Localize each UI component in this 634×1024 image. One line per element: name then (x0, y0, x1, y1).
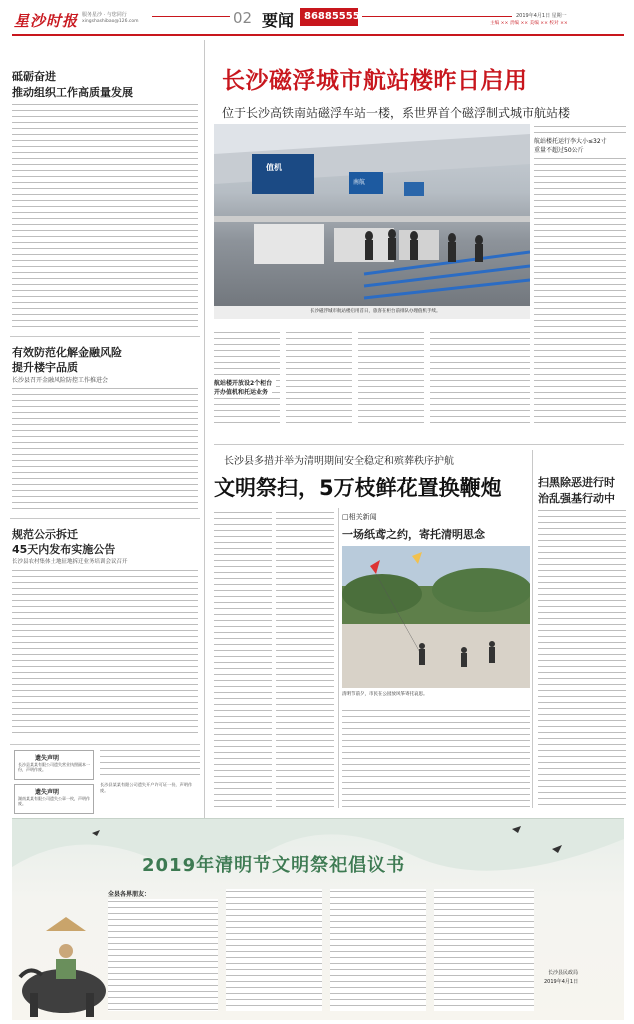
left-column (10, 42, 200, 772)
lead-side-heading-1: 航站楼托运行李大小≤32寸 (534, 138, 607, 145)
notice-box-2 (14, 784, 94, 814)
masthead-rule-left (152, 16, 230, 17)
qingming-kicker: 长沙县多措并举为清明期间安全稳定和殡葬秩序护航 (224, 456, 454, 467)
hotline-number: 86885555 (304, 11, 360, 22)
section-title: 要闻 (262, 11, 295, 30)
masthead-date: 2019年4月1日 星期一 (516, 13, 567, 19)
vertical-rule-left (204, 40, 205, 820)
qingming-body-col-1 (214, 510, 272, 808)
qingming-photo-caption: 清明节前夕，市民在公园放风筝寄托哀思。 (342, 692, 428, 697)
lead-headline: 长沙磁浮城市航站楼昨日启用 (222, 68, 528, 94)
mid-notice-box (100, 748, 200, 814)
masthead (0, 0, 634, 34)
slogan-line2: xingshashibao@126.com (82, 19, 139, 24)
left-divider-1 (10, 336, 200, 337)
lead-side-text (534, 124, 626, 424)
photo-screen-2: 南航 (353, 179, 366, 186)
qingming-inner-rule (338, 508, 339, 808)
qingming-body-col-2 (276, 510, 334, 808)
notice1-title: 遗失声明 (35, 755, 60, 762)
masthead-bottom-rule (12, 34, 624, 36)
related-title: 一场纸鸢之约，寄托清明思念 (342, 528, 485, 541)
banner-body-col-1 (108, 899, 218, 1011)
qingming-photo (342, 546, 530, 688)
terminal-illustration (214, 124, 530, 319)
mid-notice-text: 长沙县某某有限公司遗失开户许可证一份，声明作废。 (100, 782, 193, 793)
article3-title-line1: 规范公示拆迁 (12, 528, 78, 541)
article2-title-line1: 有效防范化解金融风险 (12, 346, 122, 359)
lead-body-col-2 (286, 330, 352, 426)
article2-body (12, 386, 198, 512)
lead-side-heading-2: 重量不超过50公斤 (534, 147, 584, 154)
qingming-headline: 文明祭扫，5万枝鲜花置换鞭炮 (214, 476, 502, 500)
lead-body-col-3 (358, 330, 424, 426)
lead-side-body-top (534, 124, 626, 134)
lead-subhead: 位于长沙高铁南站磁浮车站一楼，系世界首个磁浮制式城市航站楼 (222, 106, 571, 120)
lead-body-col-4 (430, 330, 530, 426)
left-divider-3 (10, 744, 200, 745)
article1-title-line2: 推动组织工作高质量发展 (12, 86, 133, 99)
article3-subtitle: 长沙县农村集体土地征地拆迁业务培训会议召开 (12, 559, 128, 565)
slogan-line1: 服务星沙 · 与您同行 (82, 12, 127, 18)
lead-subheading-1: 航站楼开放设2个柜台 (214, 378, 276, 387)
lead-subheading-2: 开办值机和托运业务 (214, 387, 272, 396)
lead-bottom-rule (214, 444, 624, 445)
article1-title-line1: 砥砺奋进 (12, 70, 56, 83)
banner-body-col-3 (330, 889, 426, 1011)
related-label: □相关新闻 (342, 513, 377, 521)
banner-signature-date: 2019年4月1日 (544, 979, 579, 985)
buffalo-illustration (16, 881, 112, 1019)
notice1-text: 长沙县某某有限公司遗失营业执照副本一份，声明作废。 (18, 762, 90, 772)
article3-title-line2: 45天内发布实施公告 (12, 543, 116, 556)
banner-signature-org: 长沙县民政局 (548, 970, 579, 976)
banner-body-col-2 (226, 889, 322, 1011)
mid-notice-body (100, 748, 200, 778)
banner-salutation: 全县各界朋友： (108, 891, 151, 898)
newspaper-logo: 星沙时报 (14, 12, 79, 30)
kite-park-illustration (342, 546, 530, 688)
article2-title-line2: 提升楼宇品质 (12, 361, 78, 374)
left-divider-2 (10, 518, 200, 519)
notice2-text: 湖南某某有限公司遗失公章一枚，声明作废。 (18, 796, 90, 806)
lead-side-body (534, 156, 626, 428)
lead-photo-caption: 长沙磁浮城市航站楼启用首日，旅客在柜台前排队办理值机手续。 (310, 309, 441, 314)
right-column-body (538, 508, 626, 808)
right-title-line1: 扫黑除恶进行时 (538, 476, 615, 489)
banner-title: 2019年清明节文明祭祀倡议书 (142, 855, 406, 876)
masthead-rule-right (362, 16, 512, 17)
photo-screen-1: 值机 (266, 163, 282, 172)
related-body (342, 708, 530, 808)
proposal-banner (12, 818, 624, 1020)
lead-photo (214, 124, 530, 319)
article3-body (12, 568, 198, 738)
vertical-rule-right (532, 450, 533, 808)
notice-box-1 (14, 750, 94, 780)
right-title-line2: 治乱强基行动中 (538, 492, 615, 505)
notice2-title: 遗失声明 (35, 789, 60, 796)
article2-subtitle: 长沙县召开金融风险防控工作推进会 (12, 377, 109, 384)
page-number: 02 (233, 9, 253, 27)
article1-body (12, 102, 198, 330)
banner-body-col-4 (434, 889, 534, 1011)
masthead-editors: 主编 ×× 责编 ×× 美编 ×× 校对 ×× (490, 21, 568, 26)
